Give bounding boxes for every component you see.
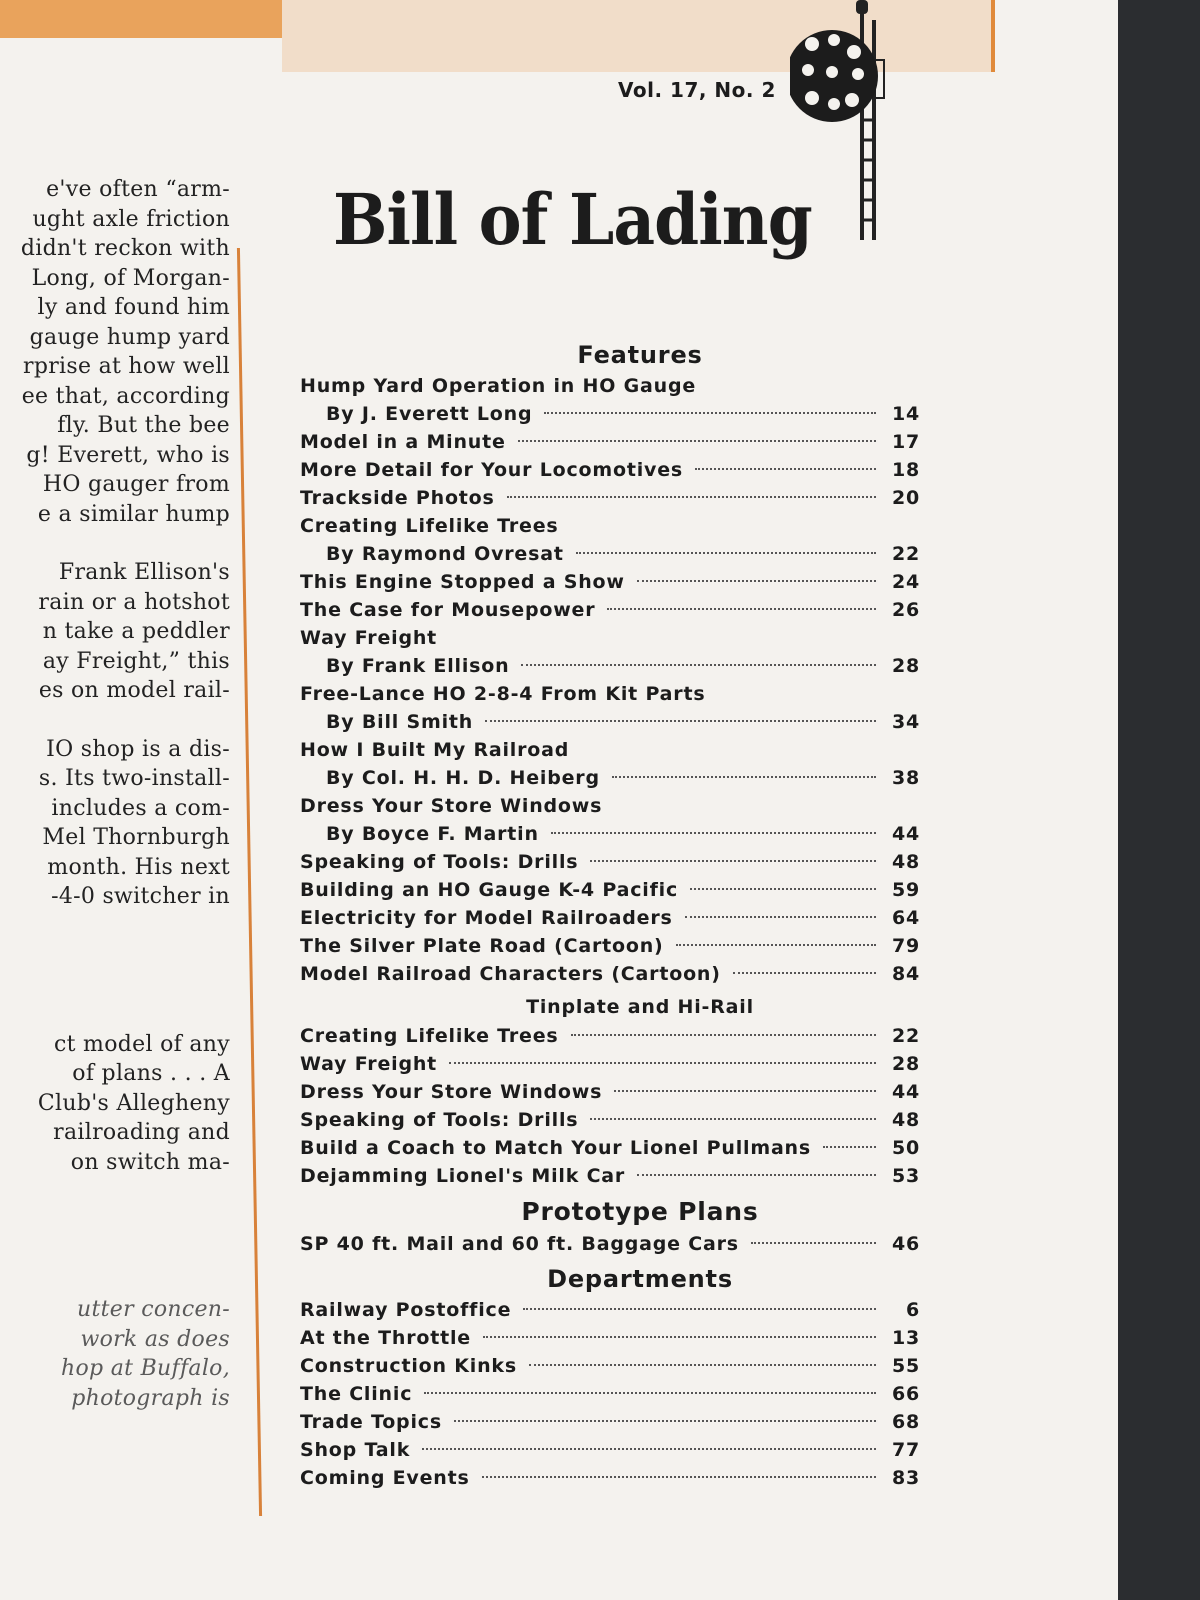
toc-title: Dress Your Store Windows xyxy=(300,795,603,817)
page-title: Bill of Lading xyxy=(333,178,812,261)
text-line: HO gauger from xyxy=(42,472,230,497)
dot-leader xyxy=(690,888,876,890)
dot-leader xyxy=(612,776,876,778)
dot-leader xyxy=(551,832,876,834)
toc-page-number: 24 xyxy=(891,571,920,593)
text-line: n take a peddler xyxy=(42,619,230,644)
toc-page-number: 28 xyxy=(891,655,920,677)
toc-entry xyxy=(300,1436,920,1464)
text-line: e've often “arm- xyxy=(46,177,230,202)
toc-entry xyxy=(300,960,920,988)
toc-title: Creating Lifelike Trees xyxy=(300,1025,559,1047)
toc-entry xyxy=(300,624,920,652)
toc-author-row xyxy=(300,764,920,792)
dot-leader xyxy=(823,1146,876,1148)
departments-heading: Departments xyxy=(547,1265,733,1293)
toc-page-number: 18 xyxy=(891,459,920,481)
toc-title: Electricity for Model Railroaders xyxy=(300,907,673,929)
dot-leader xyxy=(529,1364,876,1366)
toc-page-number: 79 xyxy=(891,935,920,957)
toc-entry xyxy=(300,484,920,512)
text-line: e a similar hump xyxy=(37,501,230,527)
toc-title: SP 40 ft. Mail and 60 ft. Baggage Cars xyxy=(300,1233,739,1255)
toc-entry xyxy=(300,596,920,624)
toc-entry xyxy=(300,456,920,484)
text-line: rprise at how well xyxy=(23,354,230,379)
toc-title: Dress Your Store Windows xyxy=(300,1081,603,1103)
toc-entry xyxy=(300,736,920,764)
tinplate-heading: Tinplate and Hi-Rail xyxy=(526,996,754,1018)
toc-page-number: 26 xyxy=(891,599,920,621)
toc-title: The Case for Mousepower xyxy=(300,599,596,621)
toc-title: Model in a Minute xyxy=(300,431,506,453)
toc-title: Model Railroad Characters (Cartoon) xyxy=(300,963,721,985)
toc-entry xyxy=(300,848,920,876)
toc-page-number: 17 xyxy=(891,431,920,453)
left-column-text xyxy=(0,175,230,1442)
toc-page-number: 48 xyxy=(891,1109,920,1131)
dot-leader xyxy=(483,1336,876,1338)
toc-entry xyxy=(300,1078,920,1106)
dot-leader xyxy=(637,1174,876,1176)
toc-title: The Clinic xyxy=(300,1383,413,1405)
dot-leader xyxy=(424,1392,876,1394)
toc-title: Creating Lifelike Trees xyxy=(300,515,559,537)
text-line: gauge hump yard xyxy=(29,324,230,350)
dot-leader xyxy=(733,972,876,974)
toc-entry xyxy=(300,1324,920,1352)
toc-entry xyxy=(300,904,920,932)
text-line: month. His next xyxy=(47,854,230,880)
dot-leader xyxy=(482,1476,876,1478)
text-line: work as does xyxy=(80,1326,230,1352)
left-paragraph-2 xyxy=(0,558,230,706)
toc-title: Trade Topics xyxy=(300,1411,442,1433)
toc-title: Way Freight xyxy=(300,627,438,649)
toc-entry xyxy=(300,1022,920,1050)
toc-page-number: 38 xyxy=(891,767,920,789)
toc-page-number: 64 xyxy=(891,907,920,929)
dot-leader xyxy=(676,944,876,946)
dot-leader xyxy=(590,1118,876,1120)
toc-title: Coming Events xyxy=(300,1467,470,1489)
toc-entry xyxy=(300,1380,920,1408)
toc-entry xyxy=(300,512,920,540)
toc-title: Shop Talk xyxy=(300,1439,411,1461)
toc-page-number: 44 xyxy=(891,1081,920,1103)
text-line: of plans . . . A xyxy=(72,1061,230,1086)
issue-number: Vol. 17, No. 2 xyxy=(618,78,776,102)
toc-title: Construction Kinks xyxy=(300,1355,517,1377)
toc-entry xyxy=(300,1106,920,1134)
dot-leader xyxy=(576,552,876,554)
text-line: utter concen- xyxy=(77,1297,230,1322)
dot-leader xyxy=(521,664,876,666)
dot-leader xyxy=(695,468,876,470)
dot-leader xyxy=(422,1448,876,1450)
toc-author: By Frank Ellison xyxy=(326,655,510,677)
prototype-heading: Prototype Plans xyxy=(521,1197,759,1226)
toc-entry xyxy=(300,1162,920,1190)
column-rule xyxy=(237,248,262,1516)
text-line: ught axle friction xyxy=(32,206,230,232)
dot-leader xyxy=(751,1242,876,1244)
text-line: Mel Thornburgh xyxy=(42,825,230,850)
left-paragraph-1 xyxy=(0,175,230,529)
toc-page-number: 66 xyxy=(891,1383,920,1405)
departments-list xyxy=(300,1296,920,1492)
toc-page-number: 20 xyxy=(891,487,920,509)
toc-title: Free-Lance HO 2-8-4 From Kit Parts xyxy=(300,683,706,705)
toc-entry xyxy=(300,1296,920,1324)
toc-title: The Silver Plate Road (Cartoon) xyxy=(300,935,664,957)
table-of-contents xyxy=(300,338,920,1492)
dot-leader xyxy=(590,860,876,862)
text-line: on switch ma- xyxy=(70,1149,230,1175)
toc-author: By Raymond Ovresat xyxy=(326,543,564,565)
toc-author: By Col. H. H. D. Heiberg xyxy=(326,767,600,789)
dot-leader xyxy=(607,608,876,610)
toc-page-number: 22 xyxy=(891,543,920,565)
text-line: railroading and xyxy=(53,1120,230,1145)
dot-leader xyxy=(449,1062,876,1064)
toc-entry xyxy=(300,680,920,708)
text-line: IO shop is a dis- xyxy=(46,736,230,762)
toc-page-number: 44 xyxy=(891,823,920,845)
toc-title: Way Freight xyxy=(300,1053,438,1075)
text-line: didn't reckon with xyxy=(20,236,230,261)
toc-title: Speaking of Tools: Drills xyxy=(300,851,579,873)
text-line: Long, of Morgan- xyxy=(31,265,230,291)
text-line: includes a com- xyxy=(51,795,230,821)
orange-header-band xyxy=(0,0,282,38)
toc-title: More Detail for Your Locomotives xyxy=(300,459,684,481)
toc-author: By Boyce F. Martin xyxy=(326,823,539,845)
text-line: es on model rail- xyxy=(38,678,230,703)
toc-page-number: 59 xyxy=(891,879,920,901)
dot-leader xyxy=(518,440,876,442)
text-line: hop at Buffalo, xyxy=(61,1356,230,1381)
toc-entry xyxy=(300,1050,920,1078)
dot-leader xyxy=(454,1420,876,1422)
text-line: ay Freight,” this xyxy=(42,648,230,674)
toc-title: Hump Yard Operation in HO Gauge xyxy=(300,375,697,397)
toc-title: Dejamming Lionel's Milk Car xyxy=(300,1165,626,1187)
toc-entry xyxy=(300,792,920,820)
toc-entry xyxy=(300,1352,920,1380)
toc-page-number: 55 xyxy=(891,1355,920,1377)
toc-entry xyxy=(300,932,920,960)
text-line: photograph is xyxy=(71,1385,230,1411)
text-line: s. Its two-install- xyxy=(38,766,230,791)
toc-page-number: 50 xyxy=(891,1137,920,1159)
dot-leader xyxy=(637,580,876,582)
tinplate-list xyxy=(300,1022,920,1190)
text-line: Frank Ellison's xyxy=(58,560,230,585)
toc-entry xyxy=(300,876,920,904)
features-list xyxy=(300,372,920,988)
left-paragraph-5 xyxy=(0,1295,230,1413)
text-line: rain or a hotshot xyxy=(38,589,230,615)
toc-author: By Bill Smith xyxy=(326,711,474,733)
toc-page-number: 22 xyxy=(891,1025,920,1047)
toc-page-number: 77 xyxy=(891,1439,920,1461)
toc-page-number: 68 xyxy=(891,1411,920,1433)
toc-author-row xyxy=(300,400,920,428)
text-line: ee that, according xyxy=(21,383,230,409)
toc-page-number: 46 xyxy=(891,1233,920,1255)
toc-title: Speaking of Tools: Drills xyxy=(300,1109,579,1131)
toc-page-number: 28 xyxy=(891,1053,920,1075)
dot-leader xyxy=(507,496,876,498)
toc-page-number: 13 xyxy=(891,1327,920,1349)
toc-entry xyxy=(300,372,920,400)
toc-entry xyxy=(300,1230,920,1258)
text-line: fly. But the bee xyxy=(57,413,230,438)
toc-entry xyxy=(300,568,920,596)
left-paragraph-4 xyxy=(0,1030,230,1178)
toc-entry xyxy=(300,1464,920,1492)
toc-entry xyxy=(300,1408,920,1436)
toc-title: Building an HO Gauge K-4 Pacific xyxy=(300,879,679,901)
toc-author: By J. Everett Long xyxy=(326,403,533,425)
toc-page-number: 53 xyxy=(891,1165,920,1187)
features-heading: Features xyxy=(577,341,703,369)
toc-page-number: 83 xyxy=(891,1467,920,1489)
toc-author-row xyxy=(300,652,920,680)
toc-page-number: 84 xyxy=(891,963,920,985)
toc-page-number: 34 xyxy=(891,711,920,733)
toc-entry xyxy=(300,1134,920,1162)
left-paragraph-3 xyxy=(0,735,230,912)
text-line: -4-0 switcher in xyxy=(51,884,230,909)
toc-author-row xyxy=(300,820,920,848)
toc-title: Trackside Photos xyxy=(300,487,495,509)
toc-title: Build a Coach to Match Your Lionel Pullmans xyxy=(300,1137,811,1159)
toc-title: This Engine Stopped a Show xyxy=(300,571,625,593)
dot-leader xyxy=(544,412,876,414)
toc-title: Railway Postoffice xyxy=(300,1299,512,1321)
toc-title: How I Built My Railroad xyxy=(300,739,570,761)
dot-leader xyxy=(685,916,876,918)
toc-author-row xyxy=(300,540,920,568)
dot-leader xyxy=(485,720,876,722)
toc-author-row xyxy=(300,708,920,736)
toc-page-number: 48 xyxy=(891,851,920,873)
text-line: Club's Allegheny xyxy=(37,1090,230,1116)
text-line: g! Everett, who is xyxy=(26,442,230,468)
text-line: ct model of any xyxy=(54,1031,230,1057)
dot-leader xyxy=(614,1090,876,1092)
toc-page-number: 14 xyxy=(891,403,920,425)
toc-title: At the Throttle xyxy=(300,1327,471,1349)
dot-leader xyxy=(523,1308,876,1310)
prototype-list xyxy=(300,1230,920,1258)
toc-entry xyxy=(300,428,920,456)
dot-leader xyxy=(571,1034,876,1036)
toc-page-number: 6 xyxy=(905,1299,920,1321)
text-line: ly and found him xyxy=(37,295,230,320)
